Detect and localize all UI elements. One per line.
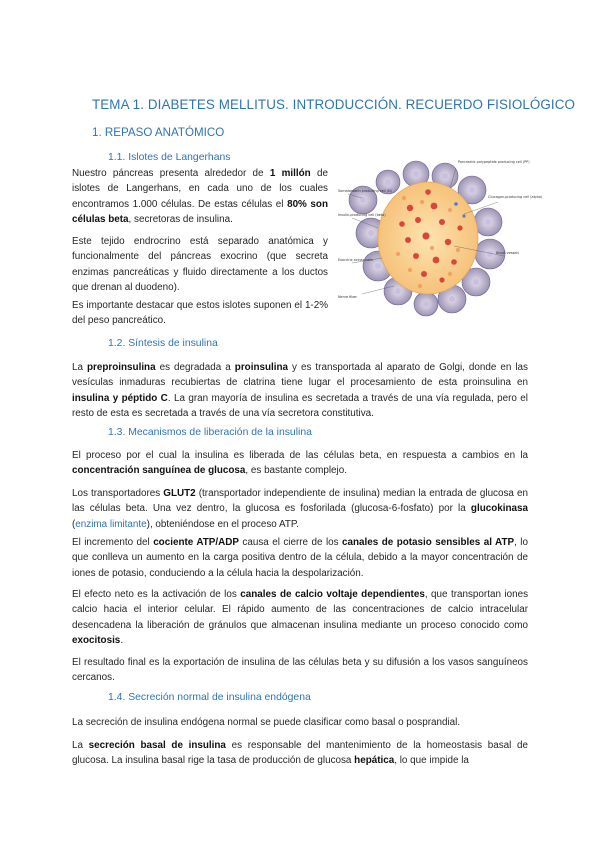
label-pp-cell: Pancreatic polypeptide producing cell (PP)	[458, 160, 530, 164]
label-nerve-fiber: Nerve fiber	[338, 295, 357, 299]
label-somatostatin-cell: Somatostatin producing cell (D)	[338, 189, 392, 193]
paragraph-atp-adp: El incremento del cociente ATP/ADP causa el cierre de los canales de potasio sensibles al ATP, lo que conlleva un aumento en la carga positiva dentro de la célula, debido a la mayor concentración de iones de potasio, conduciendo a la célula hacia la despolarización.	[72, 537, 528, 579]
islet-diagram-svg	[338, 158, 543, 316]
paragraph-islotes-weight: Es importante destacar que estos islotes suponen el 1-2% del peso pancreático.	[72, 300, 328, 327]
paragraph-calcio: El efecto neto es la activación de los canales de calcio voltaje dependientes, que transportan iones calcio hacia el interior celular. El rápido aumento de las concentraciones de calcio intracelular desencadena la liberación de gránulos que almacenan insulina mediante un proceso conocido como exocitosis.	[72, 589, 529, 647]
paragraph-resultado: El resultado final es la exportación de insulina de las células beta y su difusión a los vasos sanguíneos cercanos.	[72, 657, 528, 684]
islet-of-langerhans-illustration	[338, 158, 543, 316]
label-blood-vessels: Blood vessels	[496, 251, 520, 255]
label-glucagon-cell: Glucagon-producing cell (alpha)	[488, 195, 543, 199]
subsection-heading-islotes: 1.1. Islotes de Langerhans	[108, 152, 231, 163]
paragraph-glut2: Los transportadores GLUT2 (transportador independiente de insulina) median la entrada de glucosa en las células beta. Una vez dentro, la glucosa es fosforilada (glucosa-6-fosfato) por la glucokinasa (enzima limitante), obteniéndose en el proceso ATP.	[72, 488, 528, 530]
paragraph-mecanismos-intro: El proceso por el cual la insulina es liberada de las células beta, en respuesta a cambios en la concentración sanguínea de glucosa, es bastante complejo.	[72, 450, 528, 477]
paragraph-sintesis: La preproinsulina es degradada a proinsulina y es transportada al aparato de Golgi, donde en las vesículas inmaduras recubiertas de clatrina tiene lugar el procesamiento de esta proinsulina en insulina y péptido C. La gran mayoría de insulina es secretada a través de una vía regulada, pero el resto de esta es secretada a través de una vía secretora constitutiva.	[72, 362, 528, 420]
label-insulin-cell: Insulin-producing cell (beta)	[338, 213, 386, 217]
label-acinar-cells: Exocrine acinar cells	[338, 258, 373, 262]
subsection-heading-secrecion: 1.4. Secreción normal de insulina endógena	[108, 692, 311, 703]
paragraph-islotes-count: Nuestro páncreas presenta alrededor de 1 millón de islotes de Langerhans, en cada uno de los cuales encontramos 1.000 células. De estas células el 80% son células beta, secretoras de insulina.	[72, 168, 329, 226]
paragraph-secrecion-clasificacion: La secreción de insulina endógena normal se puede clasificar como basal o posprandial.	[72, 717, 461, 728]
paragraph-secrecion-basal: La secreción basal de insulina es responsable del mantenimiento de la homeostasis basal de glucosa. La insulina basal rige la tasa de producción de glucosa hepática, lo que impide la	[72, 740, 528, 767]
subsection-heading-sintesis: 1.2. Síntesis de insulina	[108, 338, 218, 349]
subsection-heading-mecanismos: 1.3. Mecanismos de liberación de la insulina	[108, 427, 312, 438]
section-heading-repaso-anatomico: 1. REPASO ANATÓMICO	[92, 126, 225, 139]
paragraph-islotes-endocrine: Este tejido endrocrino está separado anatómica y funcionalmente del páncreas exocrino (que secreta enzimas pancreáticas y fluido directamente a los ductos que drenan al duodeno).	[72, 236, 328, 294]
document-title: TEMA 1. DIABETES MELLITUS. INTRODUCCIÓN. RECUERDO FISIOLÓGICO	[92, 97, 576, 112]
